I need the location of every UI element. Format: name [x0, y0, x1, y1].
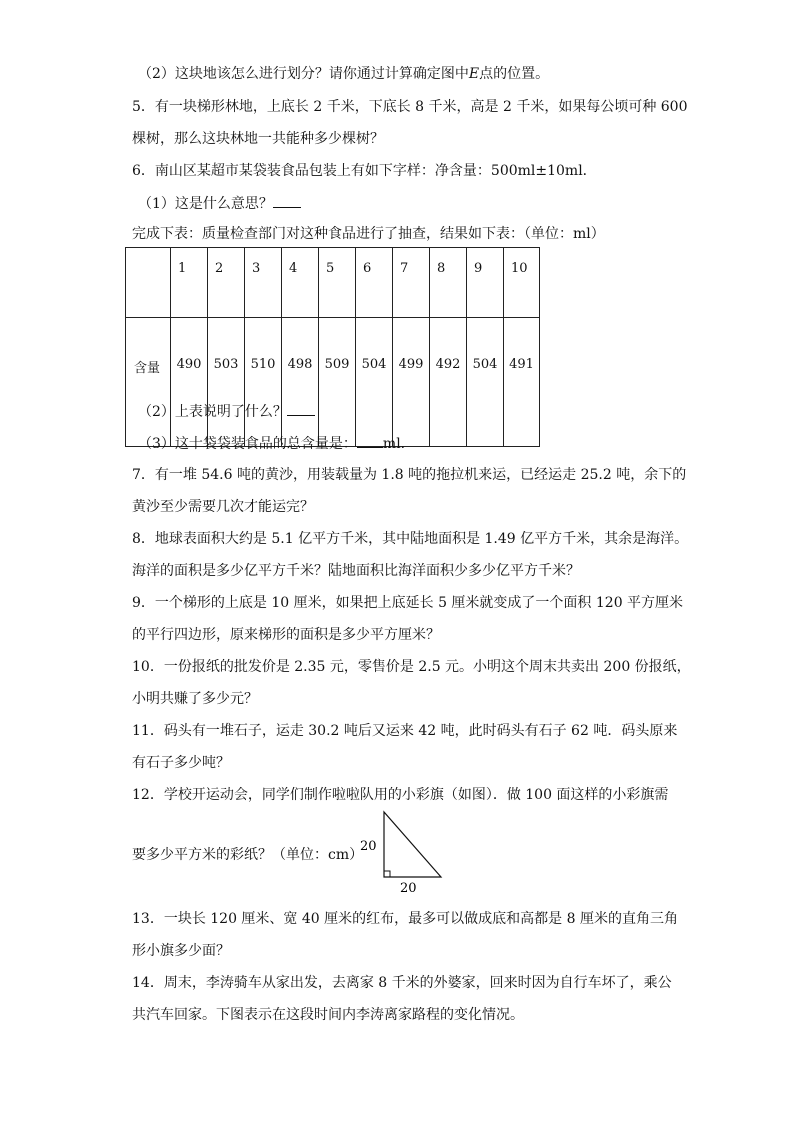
q5-line2: 棵树，那么这块林地一共能种多少棵树？ — [132, 131, 384, 147]
q6-table-intro: 完成下表：质量检查部门对这种食品进行了抽查，结果如下表：（单位：ml） — [132, 226, 605, 242]
q7-line2: 黄沙至少需要几次才能运完？ — [132, 499, 314, 515]
answer-blank[interactable] — [357, 433, 383, 448]
triangle-flag-figure — [355, 810, 450, 895]
table-cell: 499 — [393, 318, 430, 447]
q7-line1: 7．有一堆 54.6 吨的黄沙，用装载量为 1.8 吨的拖拉机来运，已经运走 25.2 吨，余下的 — [132, 467, 687, 483]
q6-part2: （2）上表说明了什么？ — [138, 401, 315, 422]
height-label: 20 — [360, 839, 377, 854]
table-header-cell: 6 — [356, 248, 393, 318]
q14-line1: 14．周末，李涛骑车从家出发，去离家 8 千米的外婆家，回来时因为自行车坏了，乘公 — [132, 975, 672, 991]
table-header-cell: 1 — [171, 248, 208, 318]
q11-line2: 有石子多少吨？ — [132, 755, 230, 771]
table-cell: 510 — [245, 318, 282, 447]
table-header-cell: 8 — [430, 248, 467, 318]
q4-part2: （2）这块地该怎么进行划分？请你通过计算确定图中E点的位置。 — [138, 66, 550, 82]
q6-part3: （3）这十袋袋装食品的总含量是： ml． — [138, 433, 415, 454]
table-row-label: 含量 — [126, 318, 171, 447]
table-header-cell: 10 — [504, 248, 540, 318]
q12-line2: 要多少平方米的彩纸？（单位：cm） — [132, 847, 364, 863]
base-label: 20 — [400, 881, 417, 895]
q9-line2: 的平行四边形，原来梯形的面积是多少平方厘米？ — [132, 627, 440, 643]
table-header-cell: 3 — [245, 248, 282, 318]
q13-line1: 13．一块长 120 厘米、宽 40 厘米的红布，最多可以做成底和高都是 8 厘米的直角三角 — [132, 911, 678, 927]
answer-blank[interactable] — [273, 193, 301, 208]
table-header-cell: 5 — [319, 248, 356, 318]
q10-line2: 小明共赚了多少元？ — [132, 691, 258, 707]
q8-line2: 海洋的面积是多少亿平方千米？陆地面积比海洋面积少多少亿平方千米？ — [132, 563, 580, 579]
table-cell: 503 — [208, 318, 245, 447]
q14-line2: 共汽车回家。下图表示在这段时间内李涛离家路程的变化情况。 — [132, 1007, 524, 1023]
q11-line1: 11．码头有一堆石子，运走 30.2 吨后又运来 42 吨，此时码头有石子 62 吨．码头原来 — [132, 723, 678, 739]
q6-part1: （1）这是什么意思？ — [138, 193, 301, 214]
q9-line1: 9．一个梯形的上底是 10 厘米，如果把上底延长 5 厘米就变成了一个面积 120 平方厘米 — [132, 595, 684, 611]
table-cell: 509 — [319, 318, 356, 447]
table-header-cell: 2 — [208, 248, 245, 318]
q5-line1: 5．有一块梯形林地，上底长 2 千米，下底长 8 千米，高是 2 千米，如果每公顷可种 600 — [132, 99, 688, 115]
table-cell: 490 — [171, 318, 208, 447]
table-header-row — [126, 248, 540, 318]
table-header-cell: 9 — [467, 248, 504, 318]
q8-line1: 8．地球表面积大约是 5.1 亿平方千米，其中陆地面积是 1.49 亿平方千米，其余是海洋。 — [132, 531, 689, 547]
table-header-cell: 7 — [393, 248, 430, 318]
q13-line2: 形小旗多少面？ — [132, 943, 230, 959]
q10-line1: 10．一份报纸的批发价是 2.35 元，零售价是 2.5 元。小明这个周末共卖出 200 份报纸， — [132, 659, 691, 675]
table-header-cell: 4 — [282, 248, 319, 318]
flag-triangle — [384, 812, 441, 877]
table-row — [126, 318, 540, 447]
table-cell: 498 — [282, 318, 319, 447]
point-e-label: E — [468, 66, 480, 82]
q12-line1: 12．学校开运动会，同学们制作啦啦队用的小彩旗（如图）．做 100 面这样的小彩旗需 — [132, 787, 669, 803]
answer-blank[interactable] — [287, 401, 315, 416]
table-cell: 504 — [467, 318, 504, 447]
table-header-cell — [126, 248, 171, 318]
right-angle-mark — [384, 871, 390, 877]
table-cell: 491 — [504, 318, 540, 447]
table-cell: 504 — [356, 318, 393, 447]
q6-line: 6．南山区某超市某袋装食品包装上有如下字样：净含量：500ml±10ml． — [132, 163, 597, 179]
table-cell: 492 — [430, 318, 467, 447]
